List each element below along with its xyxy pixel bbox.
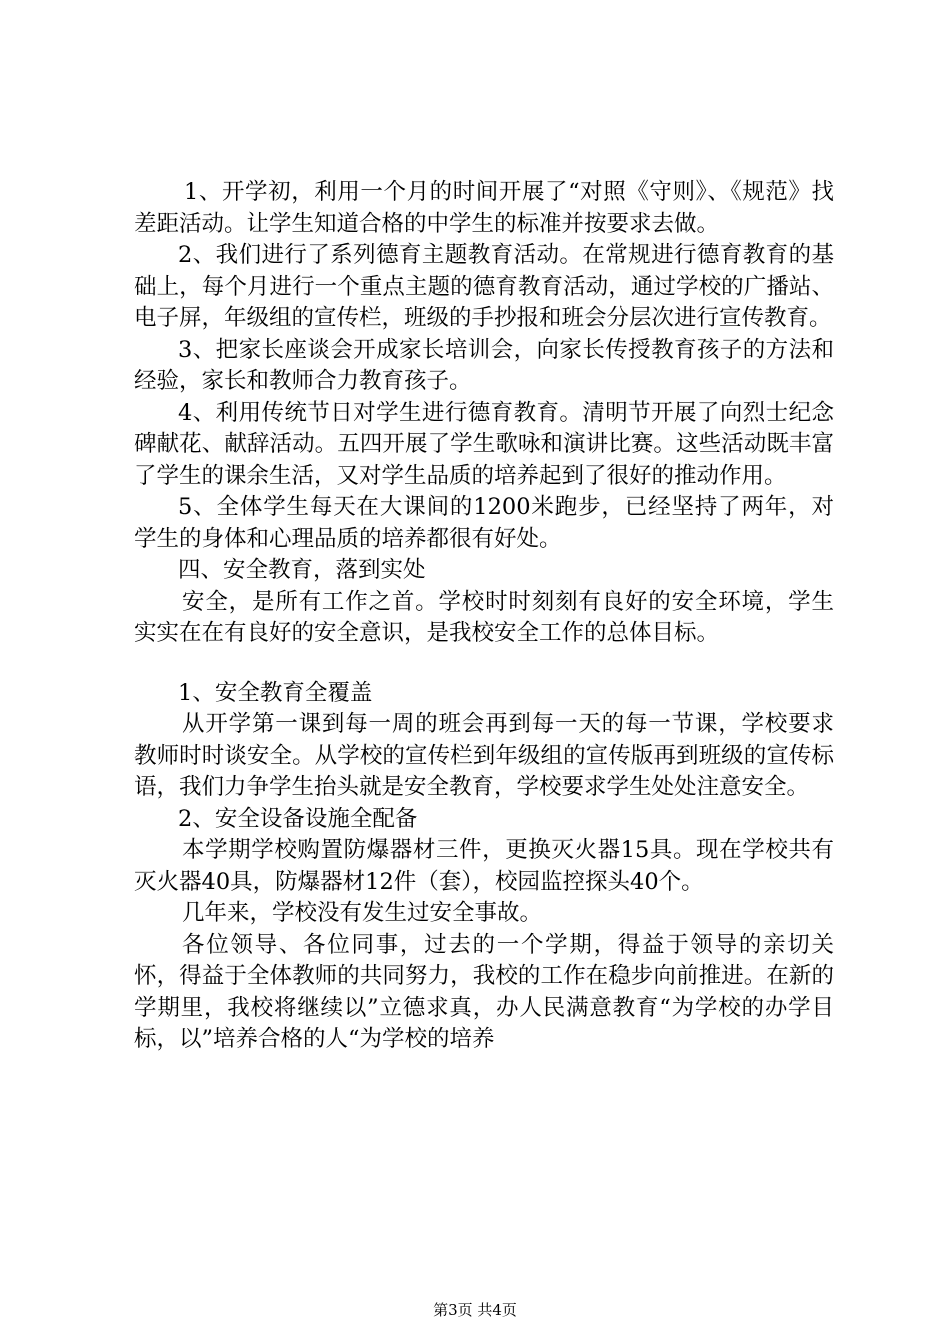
- paragraph: 2、安全设备设施全配备: [178, 805, 418, 832]
- paragraph-gap: [134, 650, 834, 678]
- paragraph: 5、全体学生每天在大课间的1200米跑步，已经坚持了两年，对学生的身体和心理品质的培养都很有好处。: [134, 494, 834, 552]
- document-body: [134, 177, 834, 1056]
- paragraph: 从开学第一课到每一周的班会再到每一天的每一节课，学校要求教师时时谈安全。从学校的宣传栏到年级组的宣传版再到班级的宣传标语，我们力争学生抬头就是安全教育，学校要求学生处处注意安全。: [134, 711, 834, 800]
- paragraph: 3、把家长座谈会开成家长培训会，向家长传授教育孩子的方法和经验，家长和教师合力教育孩子。: [134, 336, 834, 394]
- paragraph: 本学期学校购置防爆器材三件，更换灭火器15具。现在学校共有灭火器40具，防爆器材12件（套），校园监控探头40个。: [134, 837, 834, 895]
- paragraph: 1、安全教育全覆盖: [178, 679, 373, 706]
- page-footer: 第3页 共4页: [433, 1301, 517, 1319]
- paragraph: 2、我们进行了系列德育主题教育活动。在常规进行德育教育的基础上，每个月进行一个重点主题的德育教育活动，通过学校的广播站、电子屏，年级组的宣传栏，班级的手抄报和班会分层次进行宣传教育。: [134, 242, 834, 331]
- paragraph: 4、利用传统节日对学生进行德育教育。清明节开展了向烈士纪念碑献花、献辞活动。五四开展了学生歌咏和演讲比赛。这些活动既丰富了学生的课余生活，又对学生品质的培养起到了很好的推动作用。: [134, 399, 834, 489]
- paragraph: 1、开学初，利用一个月的时间开展了“对照《守则》、《规范》找差距活动。让学生知道合格的中学生的标准并按要求去做。: [134, 179, 834, 237]
- paragraph: 几年来，学校没有发生过安全事故。: [182, 900, 543, 926]
- paragraph: 四、安全教育，落到实处: [178, 557, 426, 583]
- paragraph: 安全，是所有工作之首。学校时时刻刻有良好的安全环境，学生实实在在有良好的安全意识，是我校安全工作的总体目标。: [134, 588, 834, 646]
- paragraph: 各位领导、各位同事，过去的一个学期，得益于领导的亲切关怀，得益于全体教师的共同努力，我校的工作在稳步向前推进。在新的学期里，我校将继续以”立德求真，办人民满意教育“为学校的办学目标，以”培养合格的人“为学校的培养: [134, 931, 834, 1052]
